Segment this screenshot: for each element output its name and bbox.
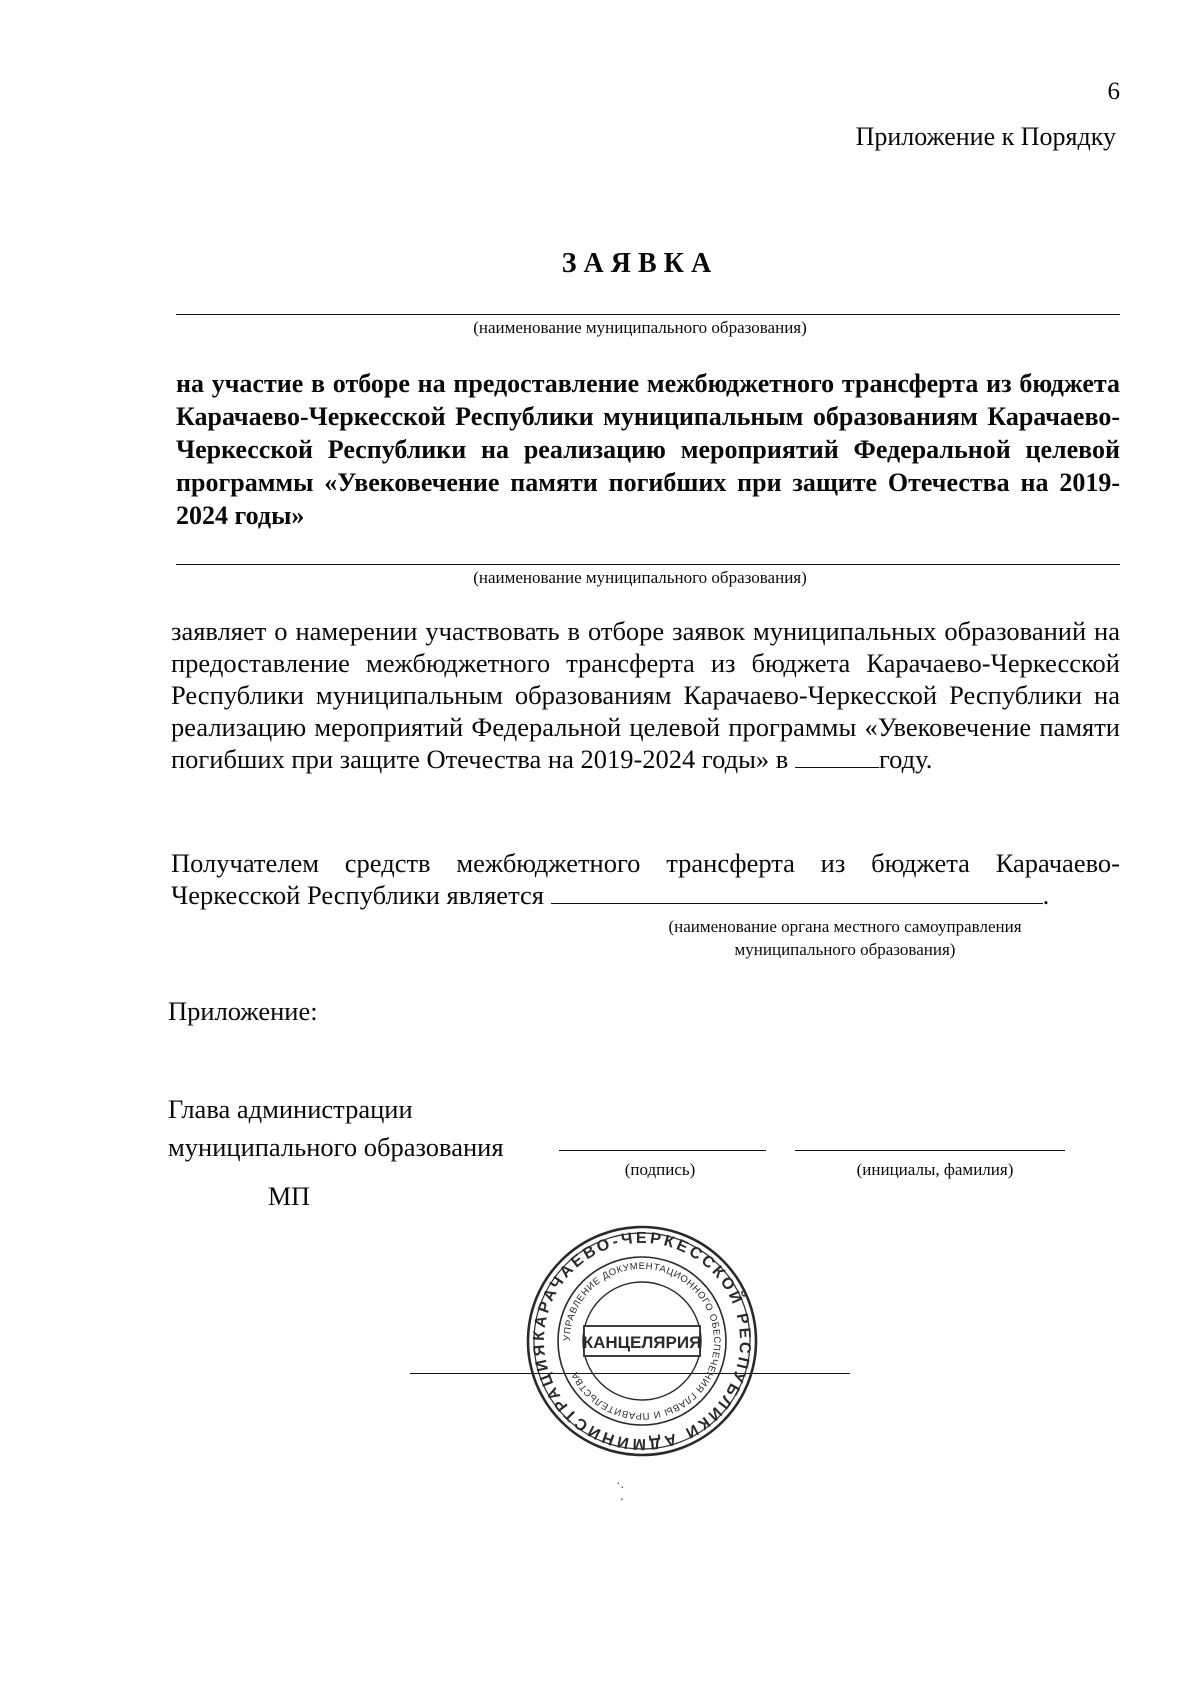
official-stamp (524, 1223, 760, 1459)
page-number: 6 (1107, 78, 1120, 105)
recipient-text: Получателем средств межбюджетного трансферта из бюджета Карачаево-Черкесской Республики является (171, 848, 1120, 910)
seal-placeholder-label: МП (268, 1182, 310, 1211)
recipient-caption-line-1: (наименование органа местного самоуправления (668, 917, 1022, 936)
attachments-label: Приложение: (168, 996, 318, 1026)
recipient-end: . (1042, 880, 1050, 910)
year-blank-field (795, 745, 879, 768)
statement-text: заявляет о намерении участвовать в отборе заявок муниципальных образований на предоставление межбюджетного трансферта из бюджета Карачаево-Черкесской Республики муниципальным образованиям Карачаево-Черкесской Республики на реализацию мероприятий Федеральной целевой программы «Увековечение памяти погибших при защите Отечества на 2019-2024 годы» в (171, 616, 1120, 774)
signature-caption: (подпись) (624, 1160, 696, 1179)
appendix-reference: Приложение к Порядку (855, 122, 1116, 151)
scan-artifact-dots: ·. · (616, 1477, 625, 1508)
stamp-inner-text: УПРАВЛЕНИЕ ДОКУМЕНТАЦИОННОГО ОБЕСПЕЧЕНИЯ ГЛАВЫ И ПРАВИТЕЛЬСТВА (561, 1260, 723, 1422)
stamp-outer-text: КАРАЧАЕВО-ЧЕРКЕССКОЙ РЕСПУБЛИКИ АДМИНИСТРАЦИЯ (530, 1229, 754, 1453)
name-line (795, 1150, 1065, 1151)
municipality-caption-1: (наименование муниципального образования) (473, 318, 807, 337)
application-subject: на участие в отборе на предоставление межбюджетного трансферта из бюджета Карачаево-Черкесской Республики муниципальным образованиям Карачаево-Черкесской Республики на реализацию мероприятий Федеральной целевой программы «Увековечение памяти погибших при защите Отечества на 2019-2024 годы» (176, 369, 1120, 530)
head-title-line-1: Глава администрации (168, 1094, 413, 1124)
recipient-caption-line-2: муниципального образования) (734, 940, 956, 959)
statement-end: году. (878, 744, 933, 774)
municipality-name-line-1 (176, 314, 1120, 315)
stamp-center-text: КАНЦЕЛЯРИЯ (582, 1333, 702, 1352)
municipality-caption-2: (наименование муниципального образования) (473, 568, 807, 587)
head-of-administration-title (168, 1093, 504, 1163)
signature-line (559, 1150, 766, 1151)
recipient-caption (610, 915, 1080, 961)
recipient-blank-field (551, 881, 1043, 904)
head-title-line-2: муниципального образования (168, 1132, 504, 1162)
municipality-name-line-2 (176, 564, 1120, 565)
statement-paragraph (171, 615, 1120, 775)
document-title: ЗАЯВКА (561, 248, 719, 279)
name-caption: (инициалы, фамилия) (856, 1160, 1014, 1179)
recipient-paragraph (171, 847, 1120, 911)
